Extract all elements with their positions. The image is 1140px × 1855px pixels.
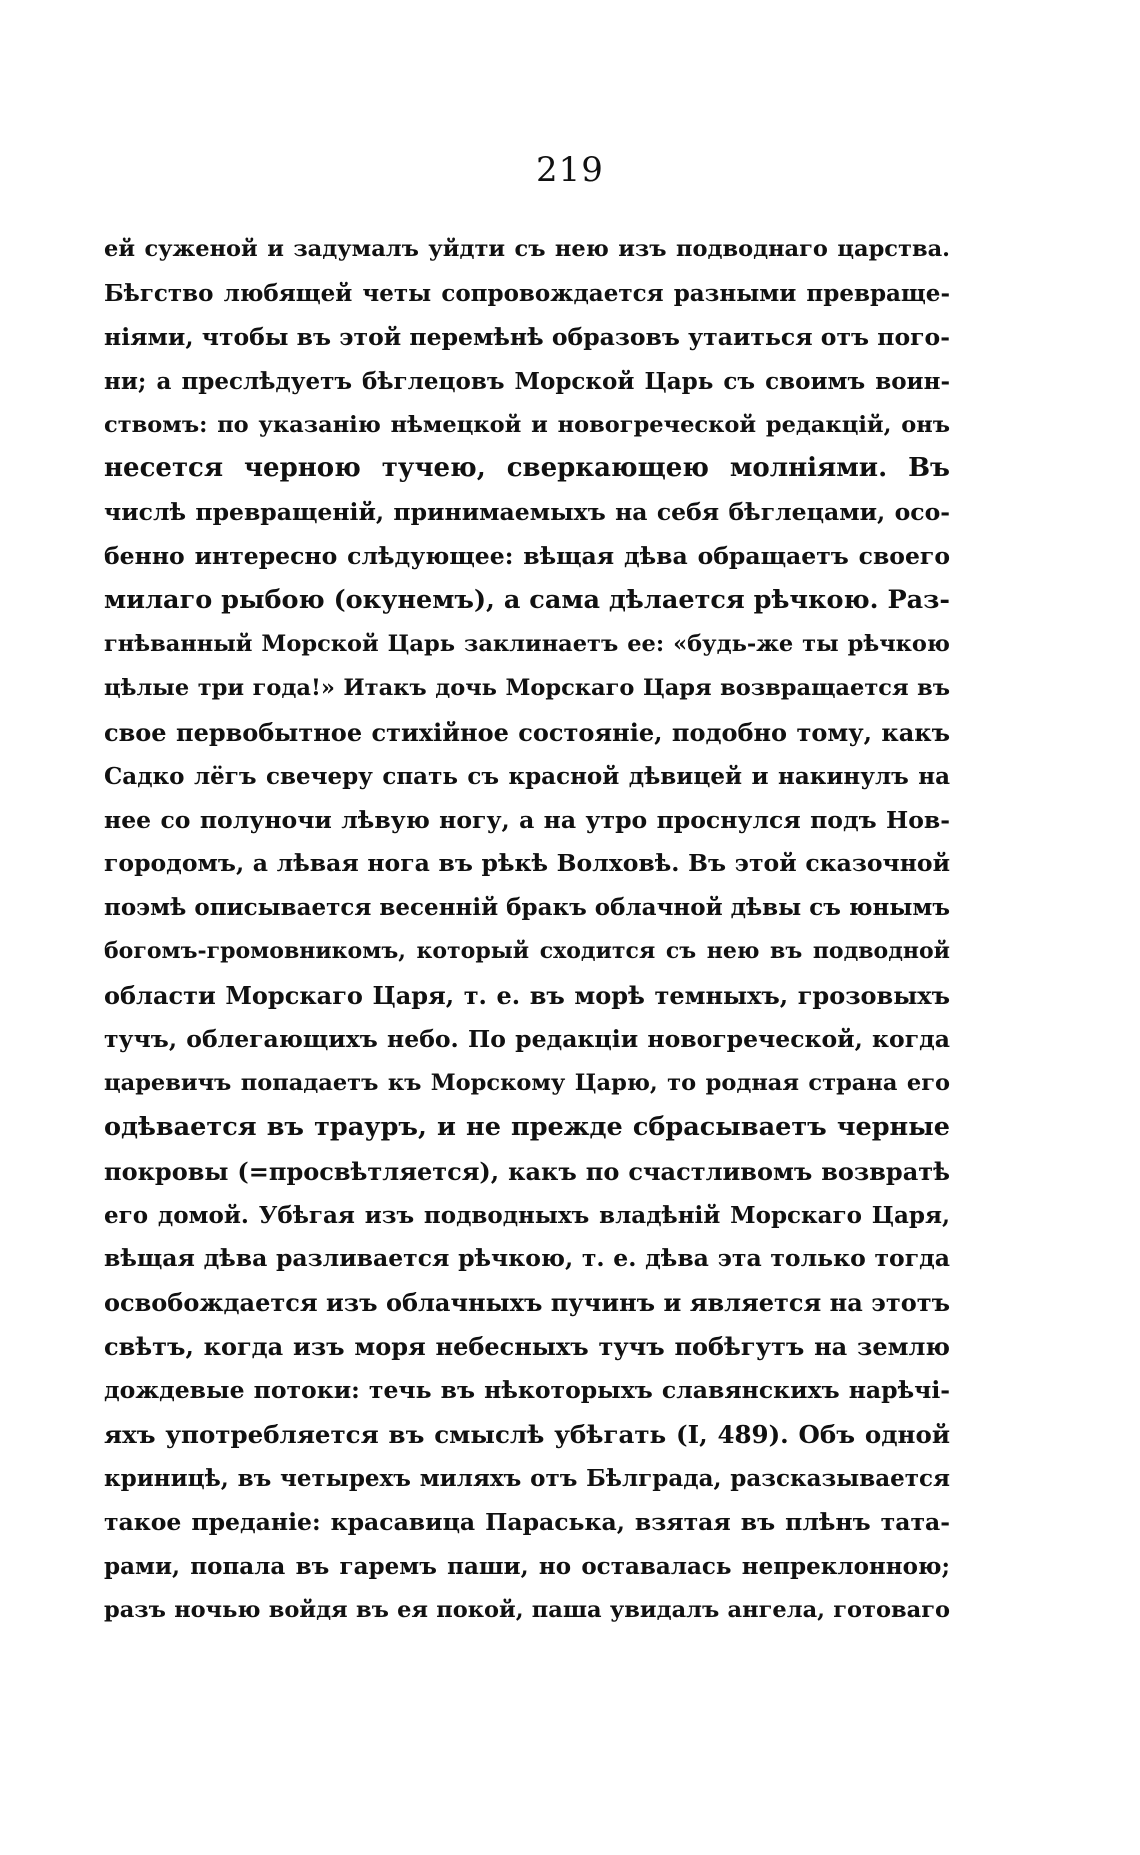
text-line: числѣ превращеній, принимаемыхъ на себя бѣглецами, осо- (104, 498, 950, 527)
text-line: милаго рыбою (окунемъ), а сама дѣлается рѣчкою. Раз- (104, 585, 950, 616)
text-line: царевичъ попадаетъ къ Морскому Царю, то родная страна его (104, 1069, 950, 1096)
text-line: вѣщая дѣва разливается рѣчкою, т. е. дѣва эта только тогда (104, 1244, 950, 1273)
text-line: Бѣгство любящей четы сопровождается разными превраще- (104, 279, 950, 307)
text-line: дождевые потоки: течь въ нѣкоторыхъ славянскихъ нарѣчі- (104, 1376, 950, 1405)
page-number: 219 (536, 150, 604, 190)
text-line: рами, попала въ гаремъ паши, но оставалась непреклонною; (104, 1552, 950, 1580)
text-line: городомъ, а лѣвая нога въ рѣкѣ Волховѣ. Въ этой сказочной (104, 849, 950, 878)
text-line: ей суженой и задумалъ уйдти съ нею изъ подводнаго царства. (104, 236, 950, 262)
body-text (104, 228, 950, 1633)
text-line: богомъ-громовникомъ, который сходится съ нею въ подводной (104, 938, 950, 965)
text-line: несется черною тучею, сверкающею молніями. Въ (104, 453, 950, 484)
text-line: ствомъ: по указанію нѣмецкой и новогреческой редакцій, онъ (104, 411, 950, 438)
text-line: его домой. Убѣгая изъ подводныхъ владѣній Морскаго Царя, (104, 1201, 950, 1229)
text-line: свѣтъ, когда изъ моря небесныхъ тучъ побѣгутъ на землю (104, 1332, 950, 1362)
text-line: бенно интересно слѣдующее: вѣщая дѣва обращаетъ своего (104, 542, 950, 571)
text-line: цѣлые три года!» Итакъ дочь Морскаго Царя возвращается въ (104, 674, 950, 701)
text-line: поэмѣ описывается весенній бракъ облачной дѣвы съ юнымъ (104, 894, 950, 922)
text-line: гнѣванный Морской Царь заклинаетъ ее: «будь-же ты рѣчкою (104, 631, 950, 658)
text-line: нее со полуночи лѣвую ногу, а на утро проснулся подъ Нов- (104, 805, 950, 834)
text-line: освобождается изъ облачныхъ пучинъ и является на этотъ (104, 1288, 950, 1318)
text-line: разъ ночью войдя въ ея покой, паша увидалъ ангела, готоваго (104, 1596, 950, 1623)
text-line: яхъ употребляется въ смыслѣ убѣгать (I, 489). Объ одной (104, 1420, 950, 1450)
text-line: одѣвается въ трауръ, и не прежде сбрасываетъ черные (104, 1111, 950, 1142)
text-line: области Морскаго Царя, т. е. въ морѣ темныхъ, грозовыхъ (104, 981, 950, 1011)
text-line: Садко лёгъ свечеру спать съ красной дѣвицей и накинулъ на (104, 762, 950, 790)
text-line: тучъ, облегающихъ небо. По редакціи новогреческой, когда (104, 1025, 950, 1054)
text-line: свое первобытное стихійное состояніе, подобно тому, какъ (104, 717, 950, 747)
text-line: ни; а преслѣдуетъ бѣглецовъ Морской Царь съ своимъ воин- (104, 367, 950, 395)
text-line: покровы (=просвѣтляется), какъ по счастливомъ возвратѣ (104, 1156, 950, 1186)
text-line: такое преданіе: красавица Параська, взятая въ плѣнъ тата- (104, 1507, 950, 1536)
text-line: криницѣ, въ четырехъ миляхъ отъ Бѣлграда, разсказывается (104, 1464, 950, 1492)
text-line: ніями, чтобы въ этой перемѣнѣ образовъ утаиться отъ пого- (104, 322, 950, 351)
